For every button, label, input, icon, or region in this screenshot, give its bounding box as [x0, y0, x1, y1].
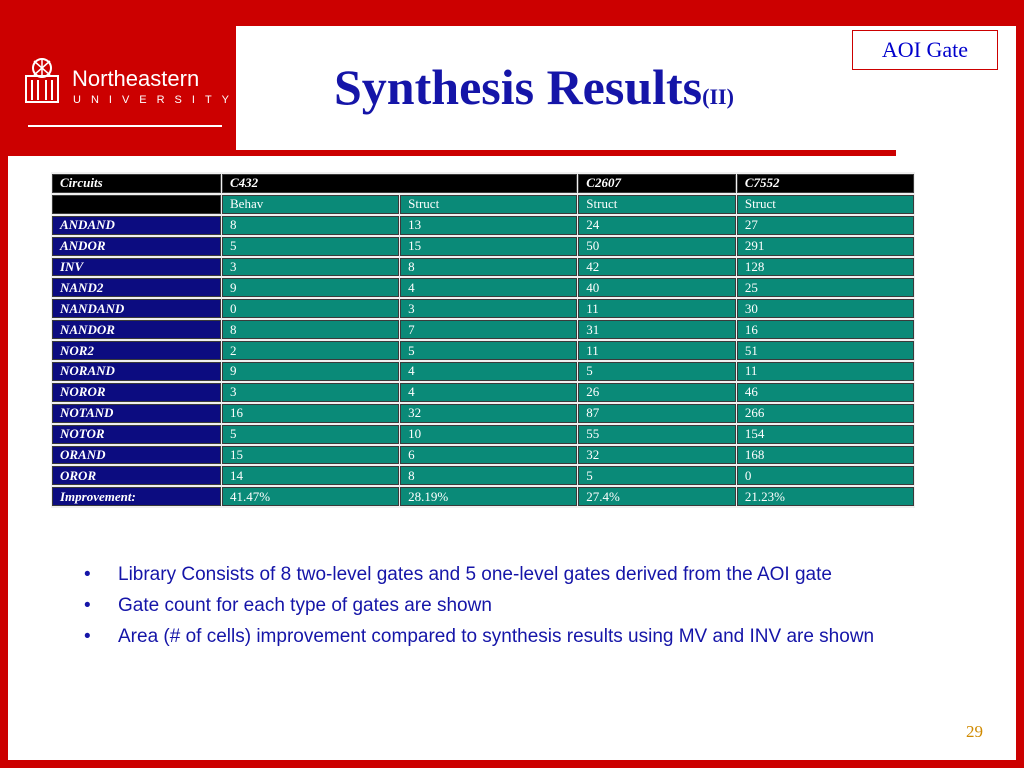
bullet-dot-icon: • — [84, 626, 91, 647]
table-cell: 8 — [400, 466, 577, 485]
logo-name: Northeastern — [72, 66, 200, 91]
subheader-cell: Struct — [578, 195, 736, 214]
table-cell: 26 — [578, 383, 736, 402]
table-cell: 7 — [400, 320, 577, 339]
row-label: OROR — [52, 466, 221, 485]
table-cell: 3 — [222, 258, 399, 277]
table-cell: 8 — [222, 216, 399, 235]
table-cell: 11 — [578, 299, 736, 318]
header-cell: Circuits — [52, 174, 221, 193]
table-cell: 15 — [222, 446, 399, 465]
table-cell: 14 — [222, 466, 399, 485]
table-cell: 16 — [222, 404, 399, 423]
table-row — [52, 362, 914, 381]
subheader-cell: Behav — [222, 195, 399, 214]
title-underline — [8, 150, 896, 156]
table-cell: 27 — [737, 216, 914, 235]
row-label: Improvement: — [52, 487, 221, 506]
bullet-text: Area (# of cells) improvement compared to synthesis results using MV and INV are shown — [118, 626, 875, 647]
row-label: NAND2 — [52, 278, 221, 297]
bullet-dot-icon: • — [84, 564, 91, 585]
university-logo — [20, 52, 240, 132]
row-label: NOR2 — [52, 341, 221, 360]
row-label: ORAND — [52, 446, 221, 465]
page-number: 29 — [966, 722, 983, 741]
slide-title — [334, 58, 734, 116]
table-row — [52, 237, 914, 256]
table-row — [52, 216, 914, 235]
header-cell: C432 — [222, 174, 577, 193]
table-cell: 51 — [737, 341, 914, 360]
table-cell: 5 — [578, 466, 736, 485]
table-body — [52, 216, 914, 506]
table-cell: 55 — [578, 425, 736, 444]
table-cell: 2 — [222, 341, 399, 360]
table-cell: 42 — [578, 258, 736, 277]
bullet-text: Gate count for each type of gates are shown — [118, 595, 492, 616]
table-cell: 8 — [222, 320, 399, 339]
table-row — [52, 446, 914, 465]
table-cell: 5 — [400, 341, 577, 360]
table-cell: 31 — [578, 320, 736, 339]
table-row — [52, 299, 914, 318]
subheader-cell — [52, 195, 221, 214]
table-cell: 9 — [222, 362, 399, 381]
table-cell: 266 — [737, 404, 914, 423]
table-cell: 5 — [222, 425, 399, 444]
table-cell: 5 — [578, 362, 736, 381]
table-cell: 3 — [222, 383, 399, 402]
table-cell: 15 — [400, 237, 577, 256]
header-cell: C2607 — [578, 174, 736, 193]
table-cell: 3 — [400, 299, 577, 318]
table-cell: 128 — [737, 258, 914, 277]
table-row — [52, 341, 914, 360]
row-label: NOTOR — [52, 425, 221, 444]
table-cell: 10 — [400, 425, 577, 444]
table-cell: 4 — [400, 278, 577, 297]
table-cell: 168 — [737, 446, 914, 465]
logo-divider — [28, 125, 222, 127]
header-cell: C7552 — [737, 174, 914, 193]
table-row — [52, 425, 914, 444]
table-cell: 21.23% — [737, 487, 914, 506]
table-cell: 32 — [400, 404, 577, 423]
table-row — [52, 487, 914, 506]
row-label: NANDAND — [52, 299, 221, 318]
row-label: NOTAND — [52, 404, 221, 423]
table-cell: 11 — [578, 341, 736, 360]
table-cell: 11 — [737, 362, 914, 381]
title-text: Synthesis Results — [334, 59, 703, 115]
topic-tag: AOI Gate — [852, 30, 998, 70]
table-cell: 154 — [737, 425, 914, 444]
table-cell: 41.47% — [222, 487, 399, 506]
table-cell: 6 — [400, 446, 577, 465]
table-cell: 27.4% — [578, 487, 736, 506]
bullet-text: Library Consists of 8 two-level gates and 5 one-level gates derived from the AOI gate — [118, 564, 832, 585]
table-cell: 24 — [578, 216, 736, 235]
table-cell: 13 — [400, 216, 577, 235]
bullet-item — [84, 624, 944, 649]
row-label: NOROR — [52, 383, 221, 402]
subheader-cell: Struct — [737, 195, 914, 214]
table-subheader-row — [52, 195, 914, 214]
university-seal-icon — [24, 56, 60, 104]
row-label: NANDOR — [52, 320, 221, 339]
table-cell: 50 — [578, 237, 736, 256]
table-cell: 87 — [578, 404, 736, 423]
table-cell: 4 — [400, 362, 577, 381]
table-cell: 291 — [737, 237, 914, 256]
table-cell: 16 — [737, 320, 914, 339]
table-cell: 5 — [222, 237, 399, 256]
table-header-row — [52, 174, 914, 193]
table-row — [52, 278, 914, 297]
bullet-list — [84, 562, 944, 655]
table-cell: 9 — [222, 278, 399, 297]
table-cell: 25 — [737, 278, 914, 297]
logo-subtitle: UNIVERSITY — [73, 94, 240, 106]
table-row — [52, 466, 914, 485]
bullet-dot-icon: • — [84, 595, 91, 616]
table-row — [52, 383, 914, 402]
bullet-item — [84, 593, 944, 618]
bullet-item — [84, 562, 944, 587]
row-label: INV — [52, 258, 221, 277]
table-row — [52, 404, 914, 423]
table-cell: 8 — [400, 258, 577, 277]
table-cell: 28.19% — [400, 487, 577, 506]
table-row — [52, 258, 914, 277]
title-suffix: (II) — [702, 84, 734, 109]
row-label: ANDAND — [52, 216, 221, 235]
table-cell: 4 — [400, 383, 577, 402]
subheader-cell: Struct — [400, 195, 577, 214]
table-cell: 0 — [222, 299, 399, 318]
table-cell: 30 — [737, 299, 914, 318]
table-cell: 32 — [578, 446, 736, 465]
row-label: ANDOR — [52, 237, 221, 256]
table-cell: 40 — [578, 278, 736, 297]
synthesis-results-table — [51, 172, 915, 508]
row-label: NORAND — [52, 362, 221, 381]
table-row — [52, 320, 914, 339]
table-cell: 46 — [737, 383, 914, 402]
table-cell: 0 — [737, 466, 914, 485]
